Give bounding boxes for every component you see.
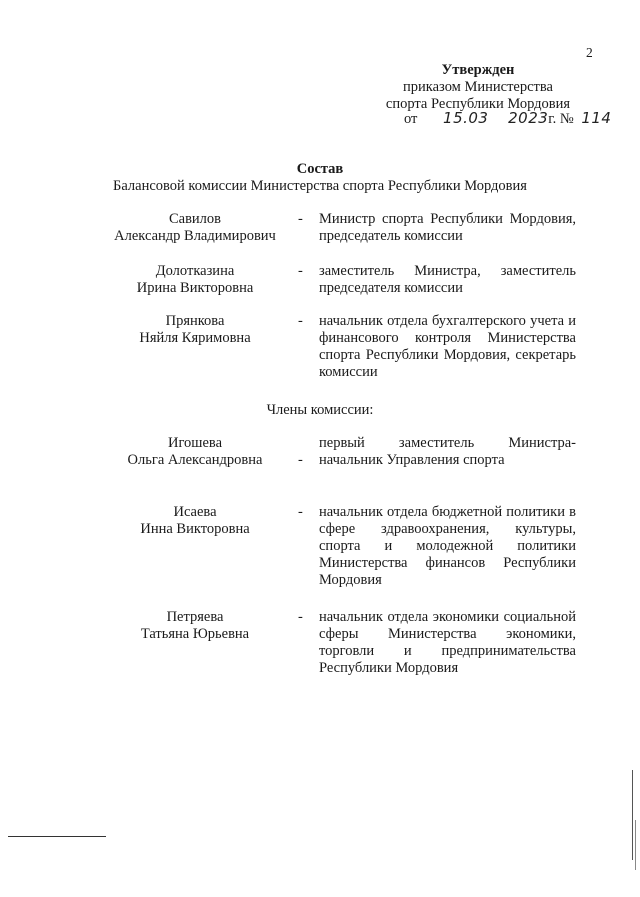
given-names: Ольга Александровна (127, 452, 263, 468)
role-description: начальник отдела бюджетной политики в сфере здравоохранения, культуры, спорта и молодежной политики Министерства финансов Республики Мордовия (319, 504, 576, 588)
approval-title: Утвержден (441, 62, 515, 78)
given-names: Александр Владимирович (114, 228, 276, 244)
surname: Петряева (166, 609, 224, 625)
scan-edge-line (635, 820, 636, 870)
person-name (105, 609, 285, 643)
document-heading (0, 161, 640, 195)
given-names: Инна Викторовна (140, 521, 250, 537)
dash: - (298, 211, 303, 227)
given-names: Ирина Викторовна (136, 280, 254, 296)
handwritten-year: 2023 (508, 109, 549, 127)
surname: Игошева (168, 435, 222, 451)
dash: - (298, 313, 303, 329)
surname: Савилов (168, 211, 222, 227)
surname: Прянкова (165, 313, 225, 329)
person-name (105, 504, 285, 538)
scan-edge-line (632, 770, 633, 860)
surname: Исаева (173, 504, 217, 520)
role-description: начальник отдела бухгалтерского учета и финансового контроля Министерства спорта Республики Мордовия, секретарь комиссии (319, 313, 576, 380)
heading-subtitle: Балансовой комиссии Министерства спорта Республики Мордовия (113, 178, 527, 194)
person-name (105, 211, 285, 245)
role-description: начальник отдела экономики социальной сферы Министерства экономики, торговли и предпринимательства Республики Мордовия (319, 609, 576, 676)
dash: - (298, 504, 303, 520)
year-suffix: г. № (548, 111, 574, 127)
handwritten-order-number: 114 (581, 109, 612, 127)
person-name (105, 263, 285, 297)
person-name (105, 435, 285, 469)
approval-line-1: приказом Министерства (403, 79, 553, 95)
page-number: 2 (586, 45, 593, 60)
members-label: Члены комиссии: (266, 402, 374, 418)
given-names: Няйля Кяримовна (139, 330, 251, 346)
role-description: первый заместитель Министра-начальник Управления спорта (319, 435, 576, 468)
dash: - (298, 263, 303, 279)
footnote-separator (8, 836, 106, 837)
dash: - (298, 452, 303, 468)
handwritten-date: 15.03 (443, 109, 489, 127)
approval-date-line (404, 110, 611, 128)
role-description: заместитель Министра, заместитель председателя комиссии (319, 263, 576, 296)
heading-title: Состав (296, 161, 344, 177)
given-names: Татьяна Юрьевна (140, 626, 250, 642)
role-description: Министр спорта Республики Мордовия, председатель комиссии (319, 211, 576, 244)
dash: - (298, 609, 303, 625)
date-prefix: от (404, 111, 418, 127)
surname: Долотказина (155, 263, 235, 279)
person-name (105, 313, 285, 347)
approval-block (380, 62, 576, 113)
approval-line-2: спорта Республики Мордовия (385, 96, 571, 112)
